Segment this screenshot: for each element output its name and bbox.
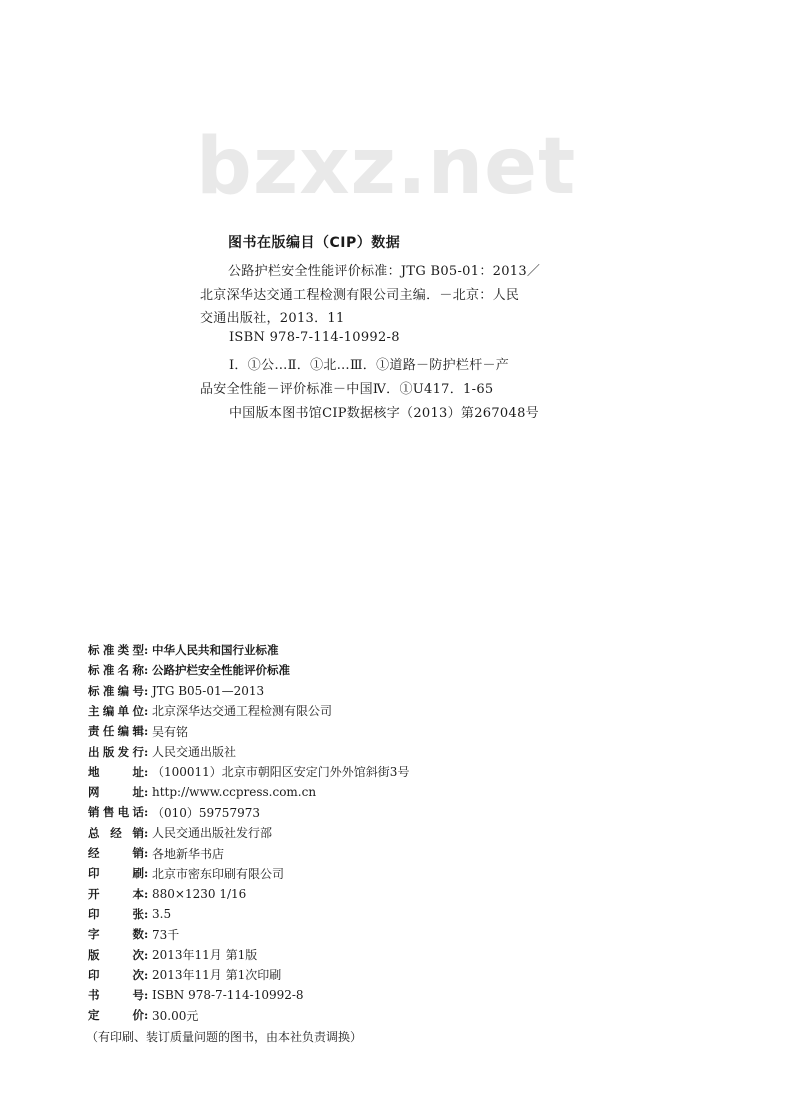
info-label: 版次 [88,947,144,962]
info-row [88,965,281,985]
info-row [88,1005,198,1025]
info-row [88,843,224,863]
info-value: 73千 [152,927,180,942]
info-label: 标准类型 [88,643,144,657]
info-colon: : [144,967,149,982]
cip-line: 北京深华达交通工程检测有限公司主编．－北京：人民 [200,288,520,303]
info-row [88,721,188,741]
info-colon: : [144,906,149,921]
info-label: 地址 [88,764,144,779]
info-value: 中华人民共和国行业标准 [152,643,279,657]
info-colon: : [144,927,149,942]
cip-line: 交通出版社，2013．11 [200,311,345,326]
info-colon: : [144,643,149,657]
info-colon: : [144,866,149,881]
cip-line: 品安全性能－评价标准－中国Ⅳ．①U417．1-65 [200,382,494,397]
info-row [88,742,236,762]
info-label: 字数 [88,927,144,942]
info-colon: : [144,663,149,678]
info-label: 印张 [88,906,144,921]
info-value: 2013年11月 第1次印刷 [152,968,282,983]
info-value: JTG B05-01—2013 [152,683,265,698]
info-label: 网址 [88,785,144,800]
info-value: 30.00元 [152,1008,199,1023]
cip-line: 公路护栏安全性能评价标准：JTG B05-01：2013／ [228,264,541,279]
quality-note: （有印刷、装订质量问题的图书，由本社负责调换） [86,1030,363,1044]
info-label: 标准编号 [88,683,144,698]
info-value: 3.5 [152,906,172,921]
info-value: 吴有铭 [152,724,189,739]
info-row [88,884,246,904]
info-row [88,863,284,883]
info-value: （100011）北京市朝阳区安定门外外馆斜街3号 [152,765,410,780]
info-colon: : [144,703,149,718]
info-label: 定价 [88,1008,144,1023]
info-row [88,802,260,822]
info-value: http://www.ccpress.com.cn [152,785,317,800]
info-label: 书号 [88,988,144,1003]
info-value: 北京深华达交通工程检测有限公司 [152,704,333,719]
info-label: 经销 [88,846,144,860]
info-label: 印刷 [88,866,144,881]
info-colon: : [144,886,149,901]
info-value: 人民交通出版社 [152,745,237,759]
info-row [88,660,290,680]
info-label: 责任编辑 [88,724,144,739]
info-colon: : [144,988,149,1003]
info-label: 主编单位 [88,703,144,718]
info-colon: : [144,1008,149,1023]
info-row [88,782,316,802]
watermark: bzxz.net [196,122,577,212]
info-row [88,985,304,1005]
info-row [88,681,264,701]
info-label: 出版发行 [88,744,144,759]
cip-line: ISBN 978-7-114-10992-8 [229,330,400,345]
cip-title: 图书在版编目（CIP）数据 [228,235,401,251]
info-row [88,945,257,965]
info-label: 总经销 [88,825,144,840]
info-colon: : [144,744,149,759]
info-value: 880×1230 1/16 [152,886,247,901]
info-value: 人民交通出版社发行部 [152,826,273,841]
info-row [88,904,171,924]
info-colon: : [144,805,149,820]
info-value: 2013年11月 第1版 [152,948,258,962]
info-colon: : [144,764,149,779]
info-row [88,762,409,782]
info-colon: : [144,724,149,739]
info-colon: : [144,825,149,840]
info-row [88,924,179,944]
info-value: （010）59757973 [152,805,260,820]
info-colon: : [144,846,149,860]
info-label: 销售电话 [88,805,144,820]
info-colon: : [144,947,149,962]
cip-line: 中国版本图书馆CIP数据核字（2013）第267048号 [229,406,539,421]
info-label: 开本 [88,886,144,901]
info-value: 北京市密东印刷有限公司 [152,866,285,881]
cip-line: Ⅰ．①公…Ⅱ．①北…Ⅲ．①道路－防护栏杆－产 [229,358,510,373]
info-label: 标准名称 [88,663,144,678]
info-value: 各地新华书店 [152,846,225,861]
info-colon: : [144,683,149,698]
info-colon: : [144,785,149,800]
info-row [88,640,279,660]
info-value: ISBN 978-7-114-10992-8 [152,988,304,1003]
info-row [88,701,332,721]
info-row [88,823,272,843]
info-label: 印次 [88,967,144,982]
info-value: 公路护栏安全性能评价标准 [152,663,290,678]
